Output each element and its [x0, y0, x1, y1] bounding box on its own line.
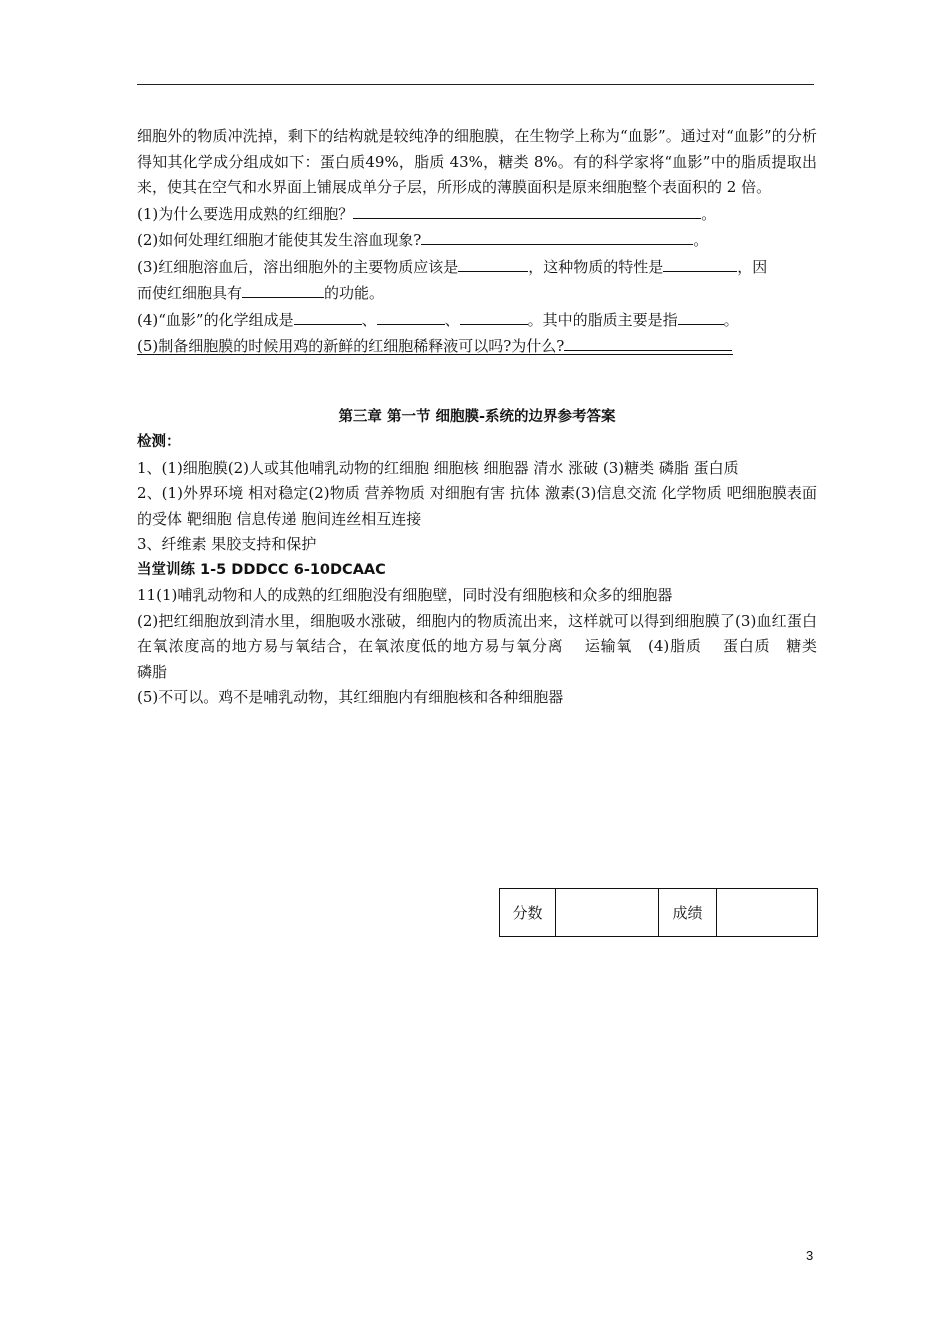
- score-label: 分数: [500, 889, 556, 937]
- question-3-line-1: (3)红细胞溶血后，溶出细胞外的主要物质应该是 ，这种物质的特性是 ，因: [137, 254, 817, 281]
- question-3-line-2: 而使红细胞具有 的功能。: [137, 280, 817, 307]
- answer-blank-4b: [377, 307, 445, 325]
- answer-blank-4a: [294, 307, 362, 325]
- page-number: 3: [806, 1248, 814, 1263]
- training-answers: 当堂训练 1-5 DDDCC 6-10DCAAC: [137, 561, 386, 578]
- answer-blank-1: [353, 201, 701, 219]
- header-rule: [137, 84, 814, 85]
- answer-line-5: [137, 354, 733, 355]
- answer-blank-2: [421, 227, 693, 245]
- question-intro: 细胞外的物质冲洗掉，剩下的结构就是较纯净的细胞膜，在生物学上称为“血影”。通过对“血影”的分析得知其化学成分组成如下：蛋白质49%，脂质 43%，糖类 8%。有的科学家将“血影”中的脂质提取出来，使其在空气和水界面上铺展成单分子层，所形成的薄膜面积是原来细胞整个表面积的 2 倍。: [137, 127, 817, 196]
- main-content: [137, 124, 837, 711]
- answer-11-5: (5)不可以。鸡不是哺乳动物，其红细胞内有细胞核和各种细胞器: [137, 688, 564, 706]
- answer-3: 3、纤维素 果胶支持和保护: [137, 535, 317, 553]
- grade-label: 成绩: [659, 889, 717, 937]
- question-4: (4)“血影”的化学组成是 、 、 。其中的脂质主要是指 。: [137, 307, 817, 334]
- question-5: (5)制备细胞膜的时候用鸡的新鲜的红细胞稀释液可以吗?为什么?: [137, 333, 817, 360]
- answer-title: 第三章 第一节 细胞膜-系统的边界参考答案: [338, 408, 616, 425]
- question-2: (2)如何处理红细胞才能使其发生溶血现象? 。: [137, 227, 817, 254]
- answer-blank-3c: [242, 280, 324, 298]
- score-field[interactable]: [556, 889, 659, 937]
- score-row: [500, 889, 818, 937]
- answer-2: 2、(1)外界环境 相对稳定(2)物质 营养物质 对细胞有害 抗体 激素(3)信息交流 化学物质 吧细胞膜表面的受体 靶细胞 信息传递 胞间连丝相互连接: [137, 484, 817, 528]
- question-1: (1)为什么要选用成熟的红细胞？ 。: [137, 201, 817, 228]
- grade-field[interactable]: [717, 889, 818, 937]
- answer-1: 1、(1)细胞膜(2)人或其他哺乳动物的红细胞 细胞核 细胞器 清水 涨破 (3)糖类 磷脂 蛋白质: [137, 458, 739, 477]
- answer-11-1: 11(1)哺乳动物和人的成熟的红细胞没有细胞壁，同时没有细胞核和众多的细胞器: [137, 586, 673, 604]
- answer-blank-5a: [564, 333, 732, 351]
- answer-11-2: (2)把红细胞放到清水里，细胞吸水涨破，细胞内的物质流出来，这样就可以得到细胞膜了(3)血红蛋白 在氧浓度高的地方易与氧结合，在氧浓度低的地方易与氧分离 运输氧 (4)脂质 蛋白质 糖类 磷脂: [137, 611, 837, 681]
- score-table: [499, 888, 818, 937]
- answer-blank-4c: [460, 307, 528, 325]
- answer-blank-3a: [458, 254, 528, 272]
- detect-label: 检测：: [137, 434, 181, 450]
- answer-blank-3b: [663, 254, 737, 272]
- answer-blank-4d: [678, 307, 724, 325]
